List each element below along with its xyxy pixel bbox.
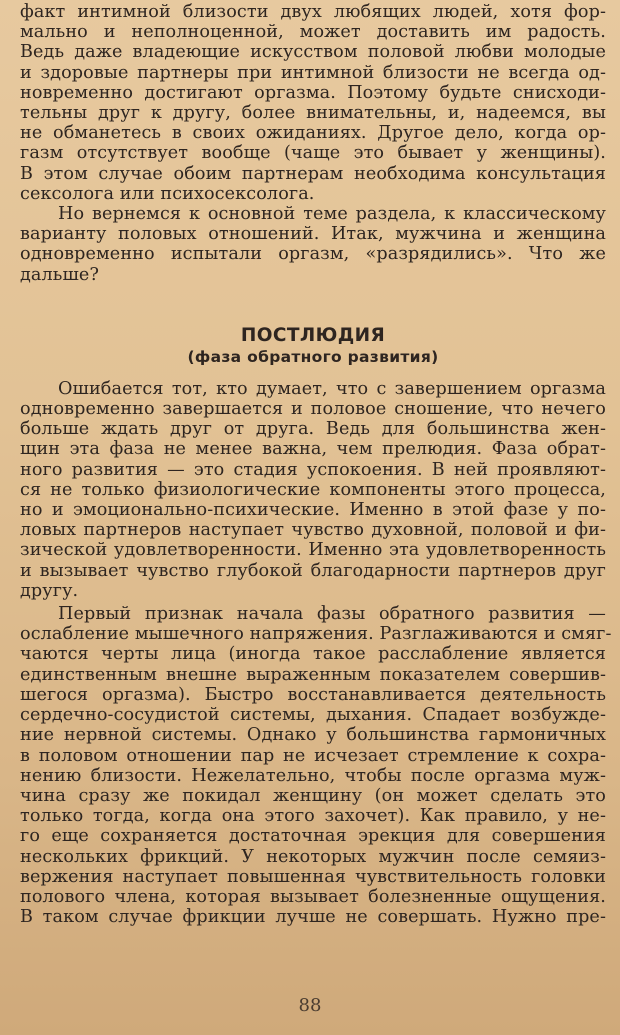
text-line: ние нервной системы. Однако у большинства гармоничных [20, 725, 606, 746]
paragraph-continued [20, 2, 606, 204]
text-line: Ошибается тот, кто думает, что с завершением оргазма [58, 378, 606, 399]
text-line: В таком случае фрикции лучше не совершать. Нужно пре- [20, 907, 606, 928]
text-line: вержения наступает повышенная чувствительность головки [20, 866, 606, 887]
text-line: зической удовлетворенности. Именно эта удовлетворенность [20, 540, 606, 561]
text-line: сердечно-сосудистой системы, дыхания. Спадает возбужде- [20, 705, 606, 726]
text-line: сексолога или психосексолога. [20, 183, 315, 204]
text-line: факт интимной близости двух любящих людей, хотя фор- [20, 2, 606, 22]
text-line: больше ждать друг от друга. Ведь для большинства жен- [20, 419, 606, 440]
text-line: чаются черты лица (иногда такое расслабление является [20, 644, 606, 665]
text-line: чина сразу же покидал женщину (он может сделать это [20, 785, 606, 806]
text-line: единственным внешне выраженным показателем совершив- [20, 664, 606, 685]
text-line: Первый признак начала фазы обратного развития — [58, 604, 606, 625]
text-line: ловых партнеров наступает чувство духовной, половой и фи- [20, 520, 606, 541]
text-line: го еще сохраняется достаточная эрекция для совершения [20, 826, 606, 847]
text-line: варианту половых отношений. Итак, мужчина и женщина [20, 224, 606, 245]
text-line: Но вернемся к основной теме раздела, к классическому [58, 204, 606, 225]
text-line: и здоровые партнеры при интимной близости не всегда од- [20, 62, 606, 83]
text-line: ся не только физиологические компоненты этого процесса, [20, 479, 606, 500]
text-line: в половом отношении пар не исчезает стремление к сохра- [20, 745, 606, 766]
text-line: щин эта фаза не менее важна, чем прелюдия. Фаза обрат- [20, 439, 606, 460]
page-number: 88 [298, 995, 322, 1016]
paragraph-1 [20, 379, 606, 601]
text-line: одновременно завершается и половое сношение, что нечего [20, 399, 606, 420]
paragraph-2 [20, 604, 612, 928]
text-line: газм отсутствует вообще (чаще это бывает у женщины). [20, 143, 606, 164]
text-line: полового члена, которая вызывает болезненные ощущения. [20, 886, 606, 907]
text-line: ослабление мышечного напряжения. Разглаживаются и смяг- [20, 624, 612, 645]
paragraph-intro [20, 204, 606, 285]
text-line: другу. [20, 580, 79, 601]
text-line: не обманетесь в своих ожиданиях. Другое дело, когда ор- [20, 123, 606, 144]
text-line: новременно достигают оргазма. Поэтому будьте снисходи- [20, 82, 606, 103]
text-line: тельны друг к другу, более внимательны, и, надеемся, вы [20, 103, 606, 124]
text-line: мально и неполноценной, может доставить им радость. [20, 22, 606, 43]
text-line: нению близости. Нежелательно, чтобы после оргазма муж- [20, 765, 606, 786]
text-line: одновременно испытали оргазм, «разрядились». Что же [20, 244, 606, 265]
text-line: нескольких фрикций. У некоторых мужчин после семяиз- [20, 846, 606, 867]
section-title: ПОСТЛЮДИЯ [240, 324, 386, 346]
text-line: Ведь даже владеющие искусством половой любви молодые [20, 42, 606, 63]
text-line: дальше? [20, 264, 99, 285]
text-line: ного развития — это стадия успокоения. В ней проявляют- [20, 459, 606, 480]
text-line: и вызывает чувство глубокой благодарности партнеров друг [20, 560, 606, 581]
text-line: В этом случае обоим партнерам необходима консультация [20, 163, 606, 184]
text-line: только тогда, когда она этого захочет). Как правило, у не- [20, 806, 606, 827]
text-line: но и эмоционально-психические. Именно в этой фазе у по- [20, 500, 606, 521]
section-subtitle: (фаза обратного развития) [187, 347, 439, 366]
text-line: шегося оргазма). Быстро восстанавливается деятельность [20, 684, 606, 705]
